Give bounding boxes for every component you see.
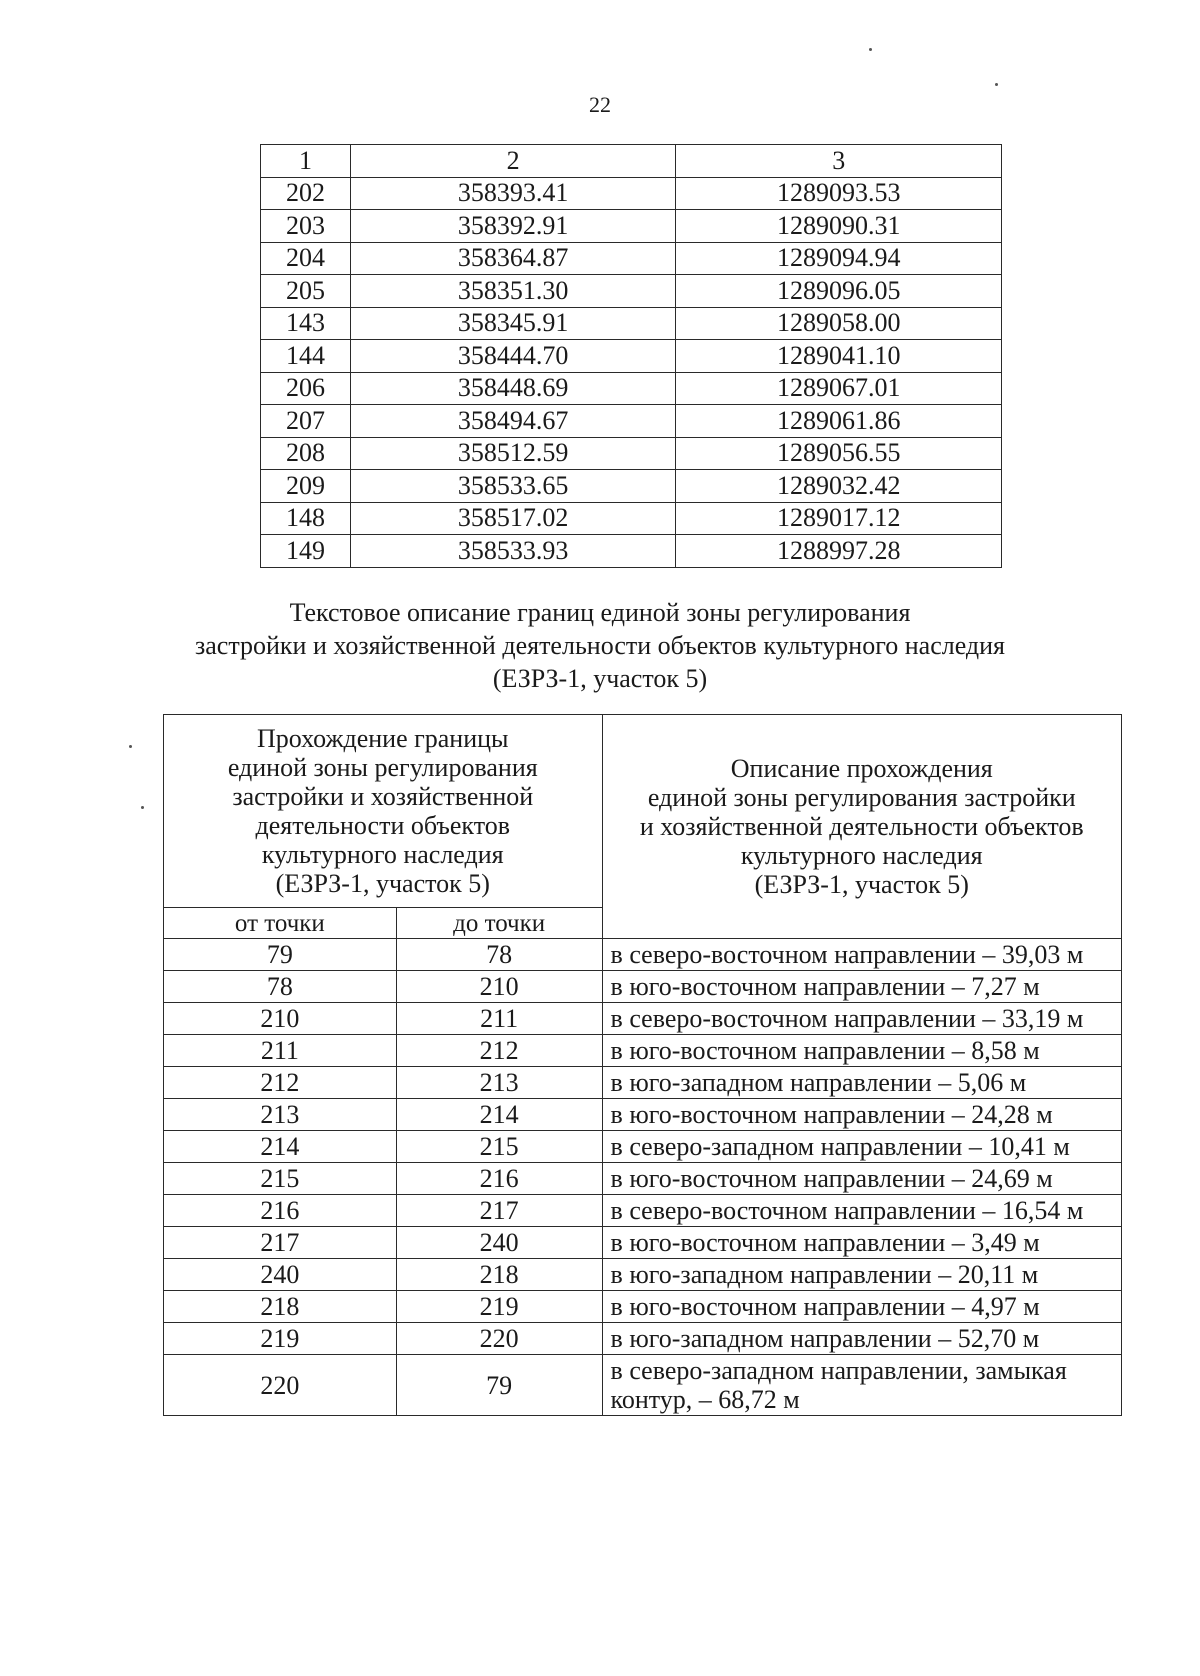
direction-description: в юго-восточном направлении – 3,49 м [602, 1227, 1121, 1259]
direction-description: в юго-западном направлении – 5,06 м [602, 1067, 1121, 1099]
table-row [261, 242, 1002, 275]
column-number: 3 [676, 145, 1002, 178]
table-row [164, 1259, 1122, 1291]
table-row [164, 1099, 1122, 1131]
scan-speck [869, 48, 872, 51]
table-row [261, 210, 1002, 243]
table-header-row [261, 145, 1002, 178]
table-row [261, 275, 1002, 308]
direction-description: в северо-восточном направлении – 39,03 м [602, 939, 1121, 971]
to-point: 213 [396, 1067, 602, 1099]
header-line: деятельности объектов [255, 811, 511, 840]
coordinate-y: 1289056.55 [676, 437, 1002, 470]
column-number: 1 [261, 145, 351, 178]
table-row [261, 502, 1002, 535]
from-point: 215 [164, 1163, 397, 1195]
coordinate-y: 1289017.12 [676, 502, 1002, 535]
section-title-line-1: Текстовое описание границ единой зоны регулирования [289, 598, 911, 627]
from-point: 218 [164, 1291, 397, 1323]
table-row [261, 372, 1002, 405]
coordinate-y: 1289058.00 [676, 307, 1002, 340]
from-point: 214 [164, 1131, 397, 1163]
from-point: 216 [164, 1195, 397, 1227]
point-number: 144 [261, 340, 351, 373]
table-row [164, 1355, 1122, 1416]
coordinate-y: 1289067.01 [676, 372, 1002, 405]
point-number: 208 [261, 437, 351, 470]
point-number: 203 [261, 210, 351, 243]
header-line: Описание прохождения [730, 754, 993, 783]
direction-description: в юго-западном направлении – 52,70 м [602, 1323, 1121, 1355]
coordinate-y: 1289093.53 [676, 177, 1002, 210]
from-point: 210 [164, 1003, 397, 1035]
coordinate-y: 1289061.86 [676, 405, 1002, 438]
point-number: 204 [261, 242, 351, 275]
direction-description: в юго-восточном направлении – 4,97 м [602, 1291, 1121, 1323]
point-number: 205 [261, 275, 351, 308]
point-number: 202 [261, 177, 351, 210]
header-line: единой зоны регулирования застройки [647, 783, 1076, 812]
to-point: 220 [396, 1323, 602, 1355]
direction-description: в юго-восточном направлении – 24,28 м [602, 1099, 1121, 1131]
table-row [164, 1003, 1122, 1035]
coordinate-x: 358533.65 [350, 470, 676, 503]
header-description [602, 715, 1121, 939]
direction-description: в юго-восточном направлении – 24,69 м [602, 1163, 1121, 1195]
coordinate-y: 1288997.28 [676, 535, 1002, 568]
coordinate-x: 358392.91 [350, 210, 676, 243]
table-row [261, 437, 1002, 470]
point-number: 148 [261, 502, 351, 535]
table-row [164, 971, 1122, 1003]
to-point: 218 [396, 1259, 602, 1291]
from-point: 217 [164, 1227, 397, 1259]
point-number: 207 [261, 405, 351, 438]
to-point: 219 [396, 1291, 602, 1323]
table-row [261, 535, 1002, 568]
header-line: Прохождение границы [257, 724, 509, 753]
header-line: (ЕЗРЗ-1, участок 5) [275, 869, 490, 898]
section-title-line-3: (ЕЗРЗ-1, участок 5) [492, 664, 708, 693]
coordinate-x: 358345.91 [350, 307, 676, 340]
point-number: 143 [261, 307, 351, 340]
table-row [164, 1163, 1122, 1195]
coordinate-x: 358351.30 [350, 275, 676, 308]
from-point: 213 [164, 1099, 397, 1131]
table-row [164, 1291, 1122, 1323]
page-number: 22 [589, 92, 611, 117]
table-row [164, 1227, 1122, 1259]
scan-speck [129, 745, 132, 748]
to-point: 210 [396, 971, 602, 1003]
from-point: 220 [164, 1355, 397, 1416]
from-point: 78 [164, 971, 397, 1003]
table-row [164, 1131, 1122, 1163]
direction-description: в юго-восточном направлении – 7,27 м [602, 971, 1121, 1003]
header-line: культурного наследия [261, 840, 504, 869]
coordinate-y: 1289094.94 [676, 242, 1002, 275]
coordinate-x: 358494.67 [350, 405, 676, 438]
table-row [164, 1067, 1122, 1099]
header-line: культурного наследия [740, 841, 983, 870]
to-point: 214 [396, 1099, 602, 1131]
header-line: единой зоны регулирования [227, 753, 538, 782]
header-line: (ЕЗРЗ-1, участок 5) [754, 870, 969, 899]
from-point: 211 [164, 1035, 397, 1067]
to-point: 78 [396, 939, 602, 971]
point-number: 206 [261, 372, 351, 405]
direction-description: в северо-западном направлении, замыкая контур, – 68,72 м [602, 1355, 1121, 1416]
coordinate-y: 1289096.05 [676, 275, 1002, 308]
column-number: 2 [350, 145, 676, 178]
header-line: и хозяйственной деятельности объектов [639, 812, 1084, 841]
section-title-line-2: застройки и хозяйственной деятельности объектов культурного наследия [194, 631, 1006, 660]
direction-description: в северо-восточном направлении – 33,19 м [602, 1003, 1121, 1035]
coordinates-table [260, 144, 1002, 568]
header-to-point: до точки [396, 908, 602, 939]
table-row [164, 1323, 1122, 1355]
direction-description: в юго-западном направлении – 20,11 м [602, 1259, 1121, 1291]
table-row [261, 307, 1002, 340]
coordinate-x: 358393.41 [350, 177, 676, 210]
coordinate-x: 358448.69 [350, 372, 676, 405]
header-from-point: от точки [164, 908, 397, 939]
direction-description: в юго-восточном направлении – 8,58 м [602, 1035, 1121, 1067]
header-boundary-passage [164, 715, 603, 908]
coordinate-y: 1289090.31 [676, 210, 1002, 243]
to-point: 211 [396, 1003, 602, 1035]
table-row [164, 1195, 1122, 1227]
table-row [261, 177, 1002, 210]
header-line: застройки и хозяйственной [232, 782, 534, 811]
boundary-description-table [163, 714, 1122, 1416]
to-point: 216 [396, 1163, 602, 1195]
from-point: 240 [164, 1259, 397, 1291]
table-row [261, 470, 1002, 503]
section-title [0, 596, 1200, 695]
coordinate-y: 1289041.10 [676, 340, 1002, 373]
coordinate-x: 358533.93 [350, 535, 676, 568]
scan-speck [995, 83, 998, 86]
point-number: 149 [261, 535, 351, 568]
direction-description: в северо-восточном направлении – 16,54 м [602, 1195, 1121, 1227]
coordinate-x: 358517.02 [350, 502, 676, 535]
table-row [261, 405, 1002, 438]
to-point: 79 [396, 1355, 602, 1416]
table-row [261, 340, 1002, 373]
coordinate-x: 358444.70 [350, 340, 676, 373]
coordinate-x: 358364.87 [350, 242, 676, 275]
direction-description: в северо-западном направлении – 10,41 м [602, 1131, 1121, 1163]
table-row [164, 939, 1122, 971]
coordinate-x: 358512.59 [350, 437, 676, 470]
to-point: 217 [396, 1195, 602, 1227]
to-point: 240 [396, 1227, 602, 1259]
point-number: 209 [261, 470, 351, 503]
scan-speck [141, 806, 144, 809]
from-point: 219 [164, 1323, 397, 1355]
coordinate-y: 1289032.42 [676, 470, 1002, 503]
from-point: 79 [164, 939, 397, 971]
table-row [164, 1035, 1122, 1067]
to-point: 215 [396, 1131, 602, 1163]
to-point: 212 [396, 1035, 602, 1067]
from-point: 212 [164, 1067, 397, 1099]
